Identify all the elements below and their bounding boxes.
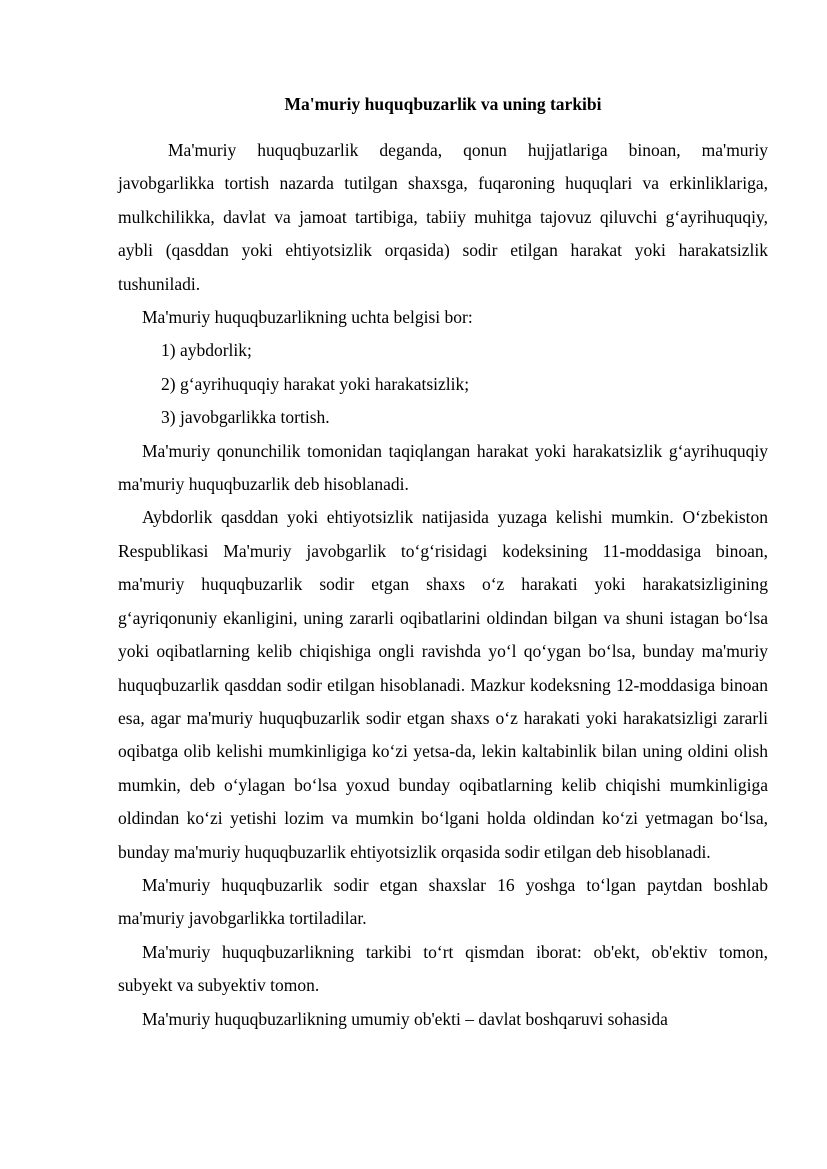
paragraph-composition: Ma'muriy huquqbuzarlikning tarkibi to‘rt qismdan iborat: ob'ekt, ob'ektiv tomon, subyekt va subyektiv tomon. xyxy=(118,941,768,996)
list-item: 3) javobgarlikka tortish. xyxy=(161,407,330,428)
paragraph-signs-intro: Ma'muriy huquqbuzarlikning uchta belgisi bor: xyxy=(142,307,473,328)
paragraph-definition: Ma'muriy huquqbuzarlik deganda, qonun hujjatlariga binoan, ma'muriy javobgarlikka tortish nazarda tutilgan shaxsga, fuqaroning huquqlari va erkinliklariga, mulkchilikka, davlat va jamoat tartibiga, tabiiy muhitga tajovuz qiluvchi g‘ayrihuquqiy, aybli (qasddan yoki ehtiyotsizlik orqasida) sodir etilgan harakat yoki harakatsizlik tushuniladi. xyxy=(118,140,768,294)
document-page xyxy=(118,92,768,1036)
document-title: Ma'muriy huquqbuzarlik va uning tarkibi xyxy=(284,94,602,114)
paragraph-unlawfulness: Ma'muriy qonunchilik tomonidan taqiqlangan harakat yoki harakatsizlik g‘ayrihuquqiy ma'muriy huquqbuzarlik deb hisoblanadi. xyxy=(118,440,768,495)
paragraph-guilt: Aybdorlik qasddan yoki ehtiyotsizlik natijasida yuzaga kelishi mumkin. O‘zbekiston Respublikasi Ma'muriy javobgarlik to‘g‘risidagi kodeksining 11-moddasiga binoan, ma'muriy huquqbuzarlik sodir etgan shaxs o‘z harakati yoki harakatsizligining g‘ayriqonuniy ekanligini, uning zararli oqibatlarini oldindan bilgan va shuni istagan bo‘lsa yoki oqibatlarning kelib chiqishiga ongli ravishda yo‘l qo‘ygan bo‘lsa, bunday ma'muriy huquqbuzarlik qasddan sodir etilgan hisoblanadi. Mazkur kodeksning 12-moddasiga binoan esa, agar ma'muriy huquqbuzarlik sodir etgan shaxs o‘z harakati yoki harakatsizligi zararli oqibatga olib kelishi mumkinligiga ko‘zi yetsa-da, lekin kaltabinlik bilan uning oldini olish mumkin, deb o‘ylagan bo‘lsa yoxud bunday oqibatlarning kelib chiqishi mumkinligiga oldindan ko‘zi yetishi lozim va mumkin bo‘lgani holda oldindan ko‘zi yetmagan bo‘lsa, bunday ma'muriy huquqbuzarlik ehtiyotsizlik orqasida sodir etilgan deb hisoblanadi. xyxy=(118,507,768,862)
list-item: 1) aybdorlik; xyxy=(161,340,252,361)
paragraph-object: Ma'muriy huquqbuzarlikning umumiy ob'ekti – davlat boshqaruvi sohasida xyxy=(142,1008,668,1029)
document-body xyxy=(118,134,768,1036)
list-item: 2) g‘ayrihuquqiy harakat yoki harakatsizlik; xyxy=(161,373,470,394)
paragraph-age: Ma'muriy huquqbuzarlik sodir etgan shaxslar 16 yoshga to‘lgan paytdan boshlab ma'muriy javobgarlikka tortiladilar. xyxy=(118,874,768,929)
